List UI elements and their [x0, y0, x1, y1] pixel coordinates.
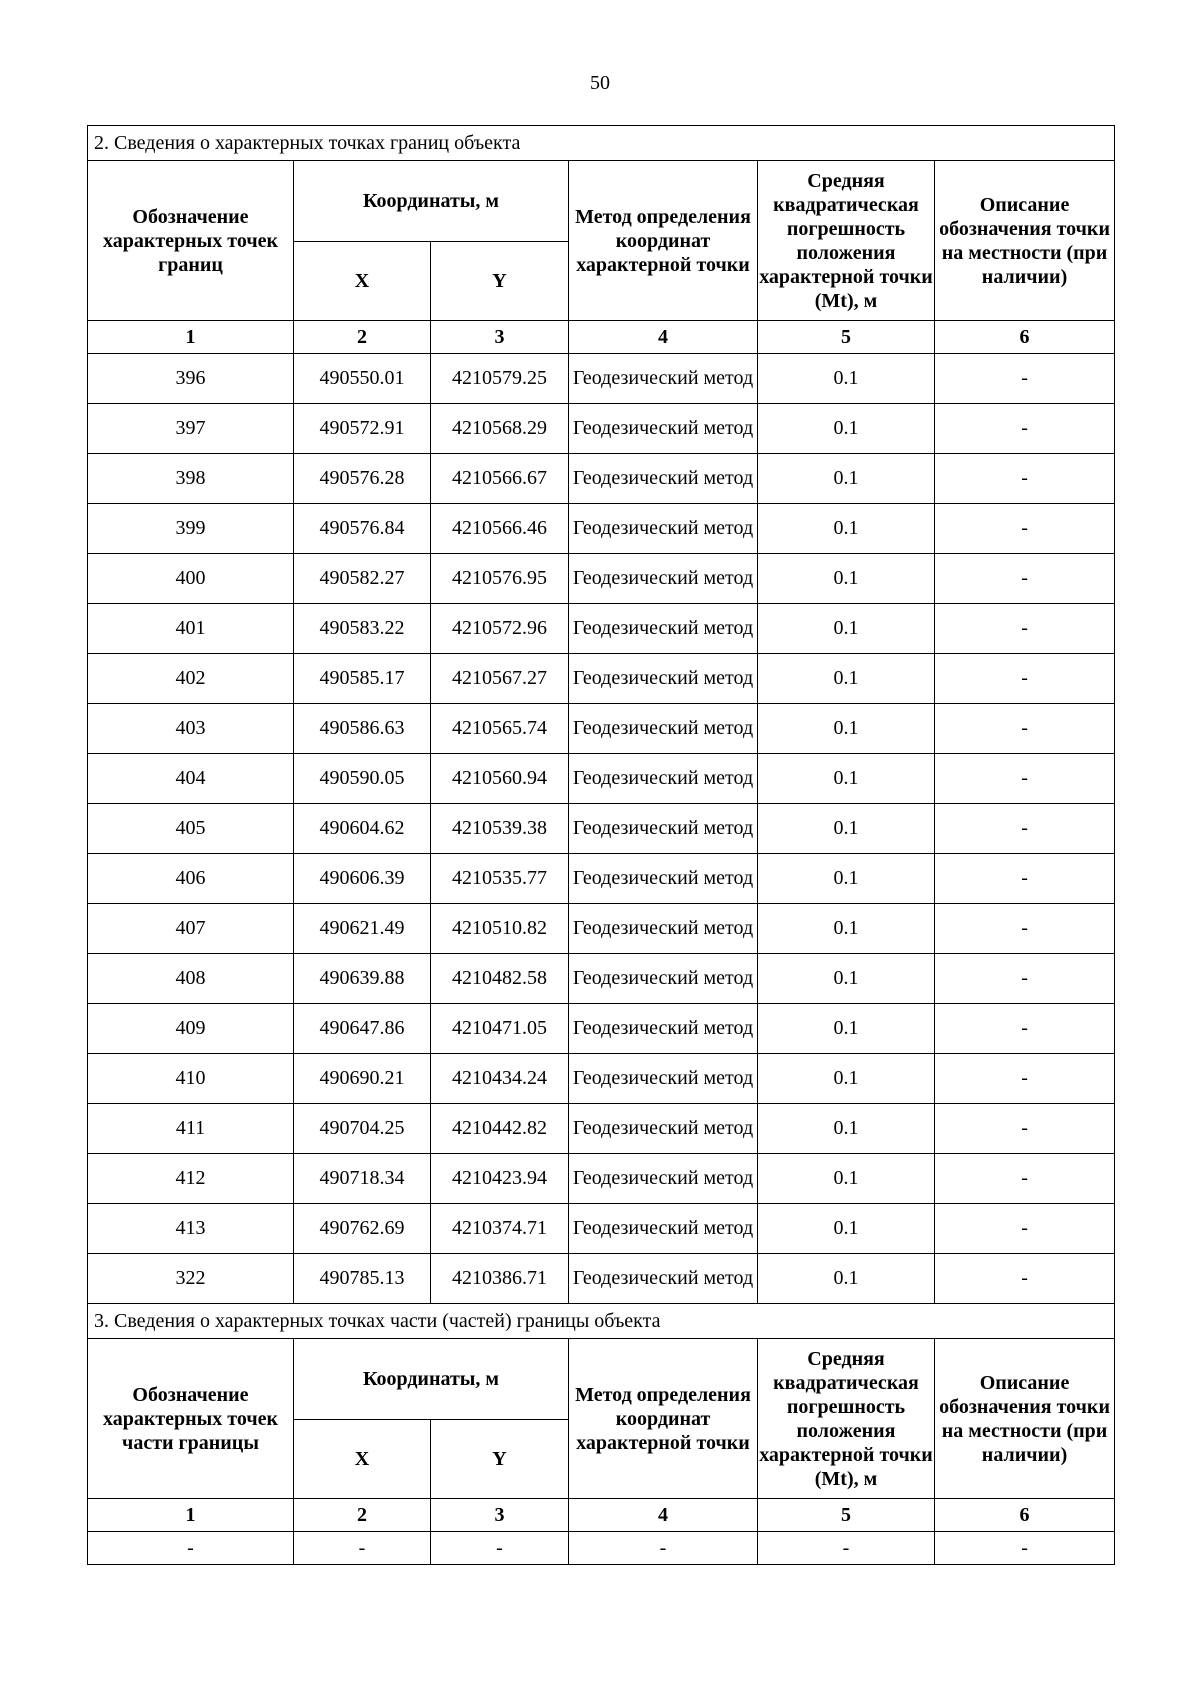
- empty-cell: -: [88, 1532, 294, 1565]
- col-number: 5: [758, 1499, 935, 1532]
- method-cell: Геодезический метод: [569, 554, 758, 604]
- description-cell: -: [935, 504, 1115, 554]
- y-coordinate-cell: 4210471.05: [431, 1004, 569, 1054]
- point-id-cell: 409: [88, 1004, 294, 1054]
- description-cell: -: [935, 654, 1115, 704]
- point-id-cell: 412: [88, 1154, 294, 1204]
- x-coordinate-cell: 490606.39: [294, 854, 431, 904]
- description-cell: -: [935, 1204, 1115, 1254]
- method-cell: Геодезический метод: [569, 604, 758, 654]
- description-cell: -: [935, 1254, 1115, 1304]
- empty-cell: -: [758, 1532, 935, 1565]
- section-2-header-row: [88, 161, 1115, 242]
- description-cell: -: [935, 1104, 1115, 1154]
- empty-cell: -: [569, 1532, 758, 1565]
- point-id-cell: 407: [88, 904, 294, 954]
- table-row: [88, 954, 1115, 1004]
- description-cell: -: [935, 604, 1115, 654]
- mt-error-cell: 0.1: [758, 1154, 935, 1204]
- col-number: 5: [758, 321, 935, 354]
- x-coordinate-cell: 490785.13: [294, 1254, 431, 1304]
- empty-cell: -: [431, 1532, 569, 1565]
- x-coordinate-cell: 490762.69: [294, 1204, 431, 1254]
- y-coordinate-cell: 4210565.74: [431, 704, 569, 754]
- table-row: [88, 854, 1115, 904]
- point-id-cell: 402: [88, 654, 294, 704]
- method-cell: Геодезический метод: [569, 1154, 758, 1204]
- mt-error-cell: 0.1: [758, 904, 935, 954]
- mt-error-cell: 0.1: [758, 1204, 935, 1254]
- header-method: Метод определения координат характерной точки: [569, 161, 758, 321]
- header-designation: Обозначение характерных точек границ: [88, 161, 294, 321]
- x-coordinate-cell: 490572.91: [294, 404, 431, 454]
- x-coordinate-cell: 490583.22: [294, 604, 431, 654]
- x-coordinate-cell: 490590.05: [294, 754, 431, 804]
- table-row: [88, 1004, 1115, 1054]
- table-row: [88, 604, 1115, 654]
- y-coordinate-cell: 4210572.96: [431, 604, 569, 654]
- point-id-cell: 400: [88, 554, 294, 604]
- col-number: 1: [88, 1499, 294, 1532]
- method-cell: Геодезический метод: [569, 404, 758, 454]
- header-x: X: [294, 242, 431, 321]
- y-coordinate-cell: 4210386.71: [431, 1254, 569, 1304]
- description-cell: -: [935, 804, 1115, 854]
- point-id-cell: 399: [88, 504, 294, 554]
- col-number: 1: [88, 321, 294, 354]
- y-coordinate-cell: 4210566.46: [431, 504, 569, 554]
- method-cell: Геодезический метод: [569, 504, 758, 554]
- mt-error-cell: 0.1: [758, 1254, 935, 1304]
- point-id-cell: 411: [88, 1104, 294, 1154]
- mt-error-cell: 0.1: [758, 804, 935, 854]
- mt-error-cell: 0.1: [758, 854, 935, 904]
- description-cell: -: [935, 354, 1115, 404]
- method-cell: Геодезический метод: [569, 1254, 758, 1304]
- mt-error-cell: 0.1: [758, 554, 935, 604]
- table-row: [88, 504, 1115, 554]
- empty-cell: -: [935, 1532, 1115, 1565]
- table-row: [88, 1254, 1115, 1304]
- description-cell: -: [935, 554, 1115, 604]
- point-id-cell: 401: [88, 604, 294, 654]
- header-y: Y: [431, 242, 569, 321]
- table-row: [88, 354, 1115, 404]
- point-id-cell: 403: [88, 704, 294, 754]
- mt-error-cell: 0.1: [758, 1004, 935, 1054]
- section-3-title: 3. Сведения о характерных точках части (частей) границы объекта: [88, 1304, 1115, 1339]
- x-coordinate-cell: 490576.28: [294, 454, 431, 504]
- point-id-cell: 396: [88, 354, 294, 404]
- col-number: 6: [935, 1499, 1115, 1532]
- section-2-column-numbers: [88, 321, 1115, 354]
- y-coordinate-cell: 4210510.82: [431, 904, 569, 954]
- description-cell: -: [935, 1004, 1115, 1054]
- method-cell: Геодезический метод: [569, 354, 758, 404]
- section-3-title-row: [88, 1304, 1115, 1339]
- point-id-cell: 322: [88, 1254, 294, 1304]
- description-cell: -: [935, 1154, 1115, 1204]
- x-coordinate-cell: 490704.25: [294, 1104, 431, 1154]
- y-coordinate-cell: 4210579.25: [431, 354, 569, 404]
- col-number: 3: [431, 1499, 569, 1532]
- header-coordinates: Координаты, м: [294, 1339, 569, 1420]
- header-description: Описание обозначения точки на местности (при наличии): [935, 161, 1115, 321]
- col-number: 4: [569, 1499, 758, 1532]
- col-number: 4: [569, 321, 758, 354]
- point-id-cell: 398: [88, 454, 294, 504]
- y-coordinate-cell: 4210535.77: [431, 854, 569, 904]
- method-cell: Геодезический метод: [569, 1054, 758, 1104]
- header-designation: Обозначение характерных точек части границы: [88, 1339, 294, 1499]
- method-cell: Геодезический метод: [569, 904, 758, 954]
- method-cell: Геодезический метод: [569, 1204, 758, 1254]
- method-cell: Геодезический метод: [569, 804, 758, 854]
- point-id-cell: 413: [88, 1204, 294, 1254]
- description-cell: -: [935, 704, 1115, 754]
- x-coordinate-cell: 490647.86: [294, 1004, 431, 1054]
- point-id-cell: 404: [88, 754, 294, 804]
- col-number: 3: [431, 321, 569, 354]
- y-coordinate-cell: 4210374.71: [431, 1204, 569, 1254]
- method-cell: Геодезический метод: [569, 754, 758, 804]
- header-error: Средняя квадратическая погрешность положения характерной точки (Mt), м: [758, 1339, 935, 1499]
- section-2-title: 2. Сведения о характерных точках границ объекта: [88, 126, 1115, 161]
- header-description: Описание обозначения точки на местности (при наличии): [935, 1339, 1115, 1499]
- mt-error-cell: 0.1: [758, 754, 935, 804]
- col-number: 2: [294, 1499, 431, 1532]
- description-cell: -: [935, 904, 1115, 954]
- x-coordinate-cell: 490621.49: [294, 904, 431, 954]
- section-3-header-row: [88, 1339, 1115, 1420]
- table-row: [88, 1104, 1115, 1154]
- mt-error-cell: 0.1: [758, 454, 935, 504]
- description-cell: -: [935, 1054, 1115, 1104]
- description-cell: -: [935, 404, 1115, 454]
- y-coordinate-cell: 4210566.67: [431, 454, 569, 504]
- section-3-column-numbers: [88, 1499, 1115, 1532]
- header-x: X: [294, 1420, 431, 1499]
- header-coordinates: Координаты, м: [294, 161, 569, 242]
- x-coordinate-cell: 490582.27: [294, 554, 431, 604]
- page-number: 50: [590, 72, 610, 94]
- y-coordinate-cell: 4210482.58: [431, 954, 569, 1004]
- method-cell: Геодезический метод: [569, 854, 758, 904]
- table-row: [88, 454, 1115, 504]
- table-row: [88, 554, 1115, 604]
- y-coordinate-cell: 4210434.24: [431, 1054, 569, 1104]
- point-id-cell: 406: [88, 854, 294, 904]
- mt-error-cell: 0.1: [758, 654, 935, 704]
- x-coordinate-cell: 490718.34: [294, 1154, 431, 1204]
- method-cell: Геодезический метод: [569, 704, 758, 754]
- point-id-cell: 397: [88, 404, 294, 454]
- table-row: [88, 904, 1115, 954]
- mt-error-cell: 0.1: [758, 704, 935, 754]
- mt-error-cell: 0.1: [758, 404, 935, 454]
- method-cell: Геодезический метод: [569, 954, 758, 1004]
- x-coordinate-cell: 490690.21: [294, 1054, 431, 1104]
- y-coordinate-cell: 4210567.27: [431, 654, 569, 704]
- x-coordinate-cell: 490585.17: [294, 654, 431, 704]
- boundary-points-table: [87, 125, 1115, 1565]
- x-coordinate-cell: 490576.84: [294, 504, 431, 554]
- header-method: Метод определения координат характерной точки: [569, 1339, 758, 1499]
- table-row: [88, 804, 1115, 854]
- x-coordinate-cell: 490639.88: [294, 954, 431, 1004]
- mt-error-cell: 0.1: [758, 354, 935, 404]
- mt-error-cell: 0.1: [758, 954, 935, 1004]
- description-cell: -: [935, 454, 1115, 504]
- point-id-cell: 408: [88, 954, 294, 1004]
- method-cell: Геодезический метод: [569, 654, 758, 704]
- x-coordinate-cell: 490604.62: [294, 804, 431, 854]
- y-coordinate-cell: 4210442.82: [431, 1104, 569, 1154]
- table-row: [88, 654, 1115, 704]
- header-y: Y: [431, 1420, 569, 1499]
- mt-error-cell: 0.1: [758, 604, 935, 654]
- y-coordinate-cell: 4210539.38: [431, 804, 569, 854]
- table-row: [88, 404, 1115, 454]
- table-row: [88, 704, 1115, 754]
- table-row: [88, 1204, 1115, 1254]
- section-3-empty-row: [88, 1532, 1115, 1565]
- table-row: [88, 754, 1115, 804]
- description-cell: -: [935, 754, 1115, 804]
- y-coordinate-cell: 4210560.94: [431, 754, 569, 804]
- y-coordinate-cell: 4210423.94: [431, 1154, 569, 1204]
- point-id-cell: 405: [88, 804, 294, 854]
- section-2-title-row: [88, 126, 1115, 161]
- table-row: [88, 1154, 1115, 1204]
- col-number: 2: [294, 321, 431, 354]
- description-cell: -: [935, 954, 1115, 1004]
- method-cell: Геодезический метод: [569, 454, 758, 504]
- header-error: Средняя квадратическая погрешность положения характерной точки (Mt), м: [758, 161, 935, 321]
- table-row: [88, 1054, 1115, 1104]
- col-number: 6: [935, 321, 1115, 354]
- x-coordinate-cell: 490586.63: [294, 704, 431, 754]
- empty-cell: -: [294, 1532, 431, 1565]
- method-cell: Геодезический метод: [569, 1104, 758, 1154]
- y-coordinate-cell: 4210576.95: [431, 554, 569, 604]
- point-id-cell: 410: [88, 1054, 294, 1104]
- x-coordinate-cell: 490550.01: [294, 354, 431, 404]
- mt-error-cell: 0.1: [758, 1104, 935, 1154]
- y-coordinate-cell: 4210568.29: [431, 404, 569, 454]
- method-cell: Геодезический метод: [569, 1004, 758, 1054]
- description-cell: -: [935, 854, 1115, 904]
- mt-error-cell: 0.1: [758, 504, 935, 554]
- mt-error-cell: 0.1: [758, 1054, 935, 1104]
